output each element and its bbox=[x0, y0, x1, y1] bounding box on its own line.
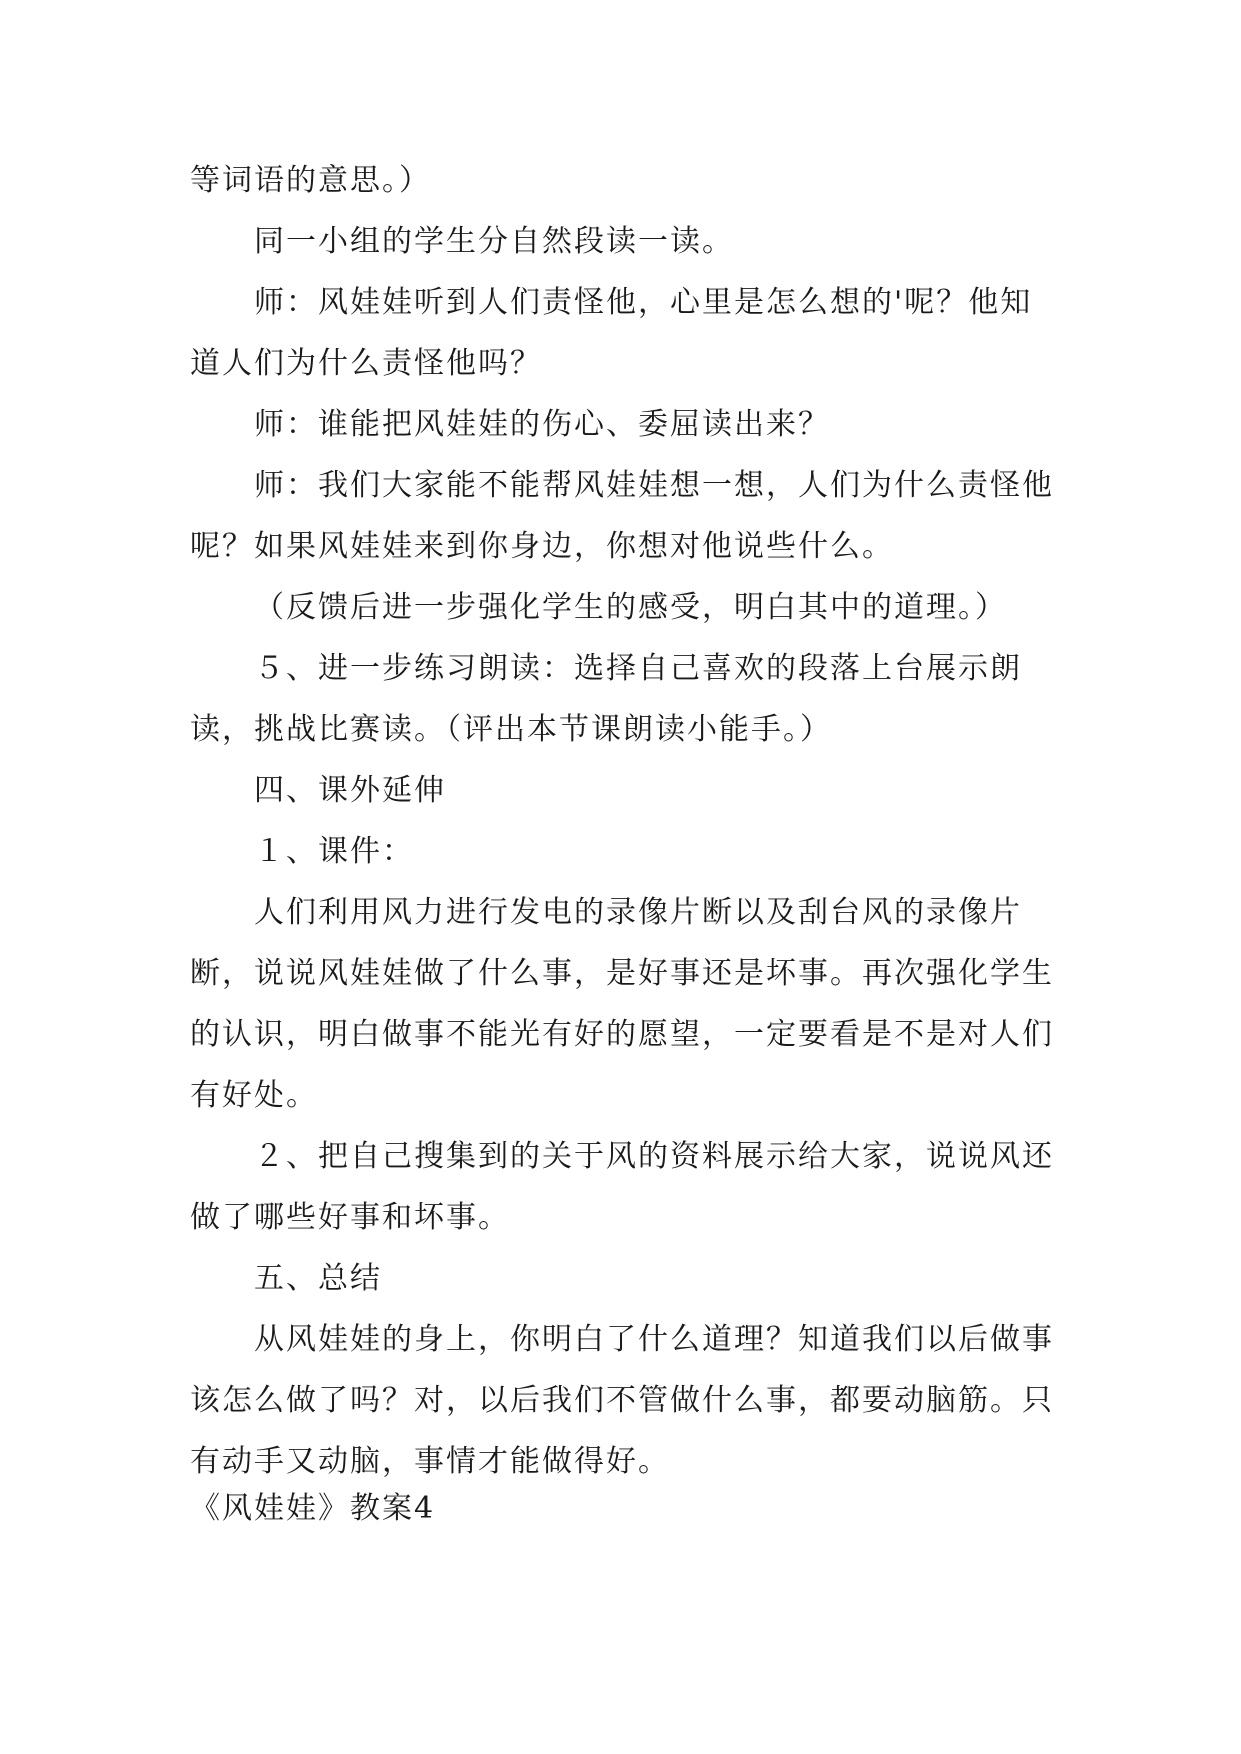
paragraph: ２、把自己搜集到的关于风的资料展示给大家，说说风还做了哪些好事和坏事。 bbox=[190, 1139, 1054, 1235]
section-heading: 五、总结 bbox=[254, 1261, 382, 1296]
paragraph: 人们利用风力进行发电的录像片断以及刮台风的录像片断，说说风娃娃做了什么事，是好事还是坏事。再次强化学生的认识，明白做事不能光有好的愿望，一定要看是不是对人们有好处。 bbox=[190, 895, 1054, 1113]
paragraph: 同一小组的学生分自然段读一读。 bbox=[254, 224, 734, 259]
paragraph: 师：谁能把风娃娃的伤心、委屈读出来？ bbox=[254, 407, 830, 442]
paragraph: 师：风娃娃听到人们责怪他，心里是怎么想的'呢？他知道人们为什么责怪他吗？ bbox=[190, 285, 1033, 381]
paragraph: 师：我们大家能不能帮风娃娃想一想，人们为什么责怪他呢？如果风娃娃来到你身边，你想对他说些什么。 bbox=[190, 468, 1054, 564]
paragraph: （反馈后进一步强化学生的感受，明白其中的道理。） bbox=[254, 590, 1007, 625]
paragraph: 等词语的意思。） bbox=[190, 163, 431, 198]
lesson-plan-title: 《风娃娃》教案4 bbox=[190, 1491, 436, 1526]
section-heading: 四、课外延伸 bbox=[254, 773, 446, 808]
paragraph: 从风娃娃的身上，你明白了什么道理？知道我们以后做事该怎么做了吗？对，以后我们不管做什么事，都要动脑筋。只有动手又动脑，事情才能做得好。 bbox=[190, 1322, 1054, 1479]
body-text bbox=[190, 150, 1055, 1492]
paragraph: １、课件： bbox=[254, 834, 414, 869]
paragraph: ５、进一步练习朗读：选择自己喜欢的段落上台展示朗读，挑战比赛读。（评出本节课朗读小能手。） bbox=[190, 651, 1022, 747]
